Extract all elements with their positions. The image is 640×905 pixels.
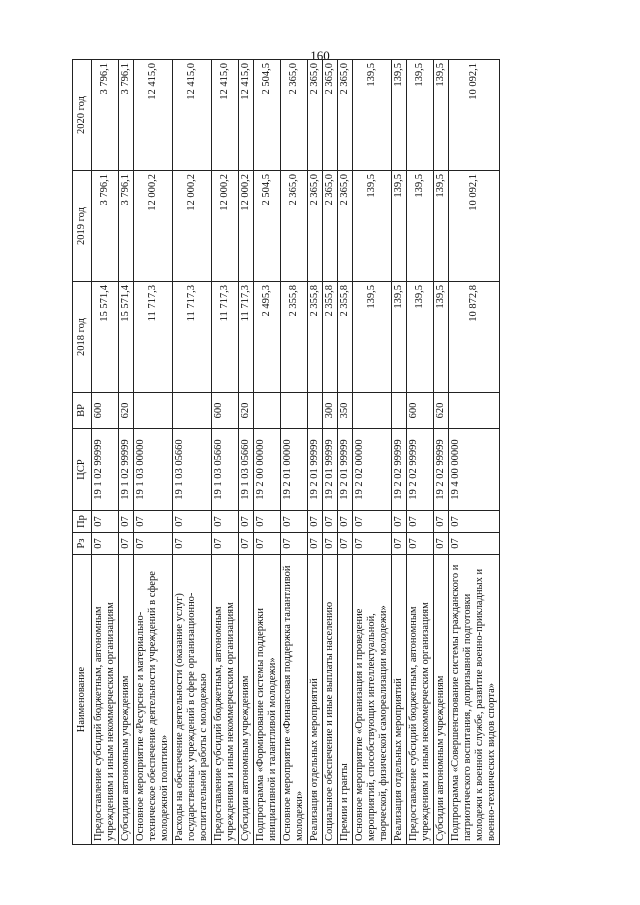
cell-vr: 350: [338, 393, 353, 429]
cell-csr: 19 1 03 05660: [173, 429, 212, 511]
cell-y2019: 139,5: [407, 171, 434, 282]
cell-rz: 07: [308, 533, 323, 555]
cell-y2020: 12 415,0: [134, 60, 173, 171]
cell-y2019: 139,5: [392, 171, 407, 282]
cell-rz: 07: [338, 533, 353, 555]
cell-vr: [308, 393, 323, 429]
cell-name: Социальное обеспечение и иные выплаты населению: [323, 555, 338, 845]
cell-vr: 600: [212, 393, 239, 429]
cell-name: Предоставление субсидий бюджетным, автономным учреждениям и иным некоммерческим организациям: [212, 555, 239, 845]
cell-y2018: 2 355,8: [323, 282, 338, 393]
cell-pr: 07: [134, 511, 173, 533]
cell-name: Реализация отдельных мероприятий: [308, 555, 323, 845]
cell-vr: 620: [119, 393, 134, 429]
table-body: [92, 60, 500, 845]
cell-y2020: 2 504,5: [254, 60, 281, 171]
header-2018: 2018 год: [73, 282, 92, 393]
cell-y2020: 2 365,0: [338, 60, 353, 171]
table-row: [338, 60, 353, 845]
table-row: [353, 60, 392, 845]
cell-y2020: 139,5: [353, 60, 392, 171]
cell-rz: 07: [407, 533, 434, 555]
cell-y2020: 139,5: [407, 60, 434, 171]
cell-vr: [392, 393, 407, 429]
cell-name: Реализация отдельных мероприятий: [392, 555, 407, 845]
cell-csr: 19 1 03 05660: [239, 429, 254, 511]
table-row: [254, 60, 281, 845]
cell-y2018: 139,5: [353, 282, 392, 393]
cell-y2018: 2 355,8: [281, 282, 308, 393]
cell-y2019: 12 000,2: [134, 171, 173, 282]
cell-vr: [449, 393, 500, 429]
header-rz: Рз: [73, 533, 92, 555]
table-row: [449, 60, 500, 845]
cell-y2020: 3 796,1: [92, 60, 119, 171]
cell-rz: 07: [239, 533, 254, 555]
table-row: [92, 60, 119, 845]
cell-pr: 07: [212, 511, 239, 533]
cell-y2020: 12 415,0: [239, 60, 254, 171]
budget-table: [72, 59, 500, 845]
cell-pr: 07: [119, 511, 134, 533]
cell-y2020: 12 415,0: [173, 60, 212, 171]
cell-csr: 19 4 00 00000: [449, 429, 500, 511]
cell-name: Расходы на обеспечение деятельности (оказание услуг) государственных учреждений в сфере организационно-воспитательной работы с молодежью: [173, 555, 212, 845]
cell-vr: 620: [239, 393, 254, 429]
cell-y2020: 10 092,1: [449, 60, 500, 171]
cell-name: Субсидии автономным учреждениям: [434, 555, 449, 845]
cell-y2019: 3 796,1: [119, 171, 134, 282]
cell-name: Предоставление субсидий бюджетным, автономным учреждениям и иным некоммерческим организациям: [92, 555, 119, 845]
cell-y2020: 139,5: [434, 60, 449, 171]
header-csr: ЦСР: [73, 429, 92, 511]
cell-y2018: 10 872,8: [449, 282, 500, 393]
table-row: [434, 60, 449, 845]
cell-rz: 07: [254, 533, 281, 555]
table-row: [308, 60, 323, 845]
table-row: [119, 60, 134, 845]
cell-pr: 07: [338, 511, 353, 533]
cell-csr: 19 1 02 99999: [119, 429, 134, 511]
cell-vr: 620: [434, 393, 449, 429]
cell-y2018: 2 355,8: [308, 282, 323, 393]
cell-y2018: 11 717,3: [134, 282, 173, 393]
cell-csr: 19 2 01 99999: [308, 429, 323, 511]
cell-pr: 07: [407, 511, 434, 533]
cell-vr: [173, 393, 212, 429]
cell-y2019: 2 365,0: [338, 171, 353, 282]
cell-y2019: 139,5: [434, 171, 449, 282]
cell-rz: 07: [92, 533, 119, 555]
cell-rz: 07: [281, 533, 308, 555]
cell-y2018: 139,5: [392, 282, 407, 393]
cell-y2018: 2 355,8: [338, 282, 353, 393]
cell-pr: 07: [449, 511, 500, 533]
cell-y2019: 10 092,1: [449, 171, 500, 282]
cell-name: Субсидии автономным учреждениям: [119, 555, 134, 845]
table-row: [323, 60, 338, 845]
cell-y2018: 11 717,3: [212, 282, 239, 393]
header-2019: 2019 год: [73, 171, 92, 282]
cell-name: Основное мероприятие «Финансовая поддержка талантливой молодежи»: [281, 555, 308, 845]
cell-y2018: 11 717,3: [239, 282, 254, 393]
rotated-table-container: [72, 60, 582, 845]
cell-y2018: 2 495,3: [254, 282, 281, 393]
cell-pr: 07: [92, 511, 119, 533]
cell-pr: 07: [239, 511, 254, 533]
cell-csr: 19 2 02 99999: [392, 429, 407, 511]
table-row: [407, 60, 434, 845]
cell-y2020: 12 415,0: [212, 60, 239, 171]
table-row: [392, 60, 407, 845]
cell-rz: 07: [173, 533, 212, 555]
cell-y2019: 139,5: [353, 171, 392, 282]
cell-y2019: 2 365,0: [281, 171, 308, 282]
cell-name: Подпрограмма «Совершенствование системы гражданского и патриотического воспитания, допризывной подготовки молодежи к военной службе, развитие военно-прикладных и военно-технических видов спорта»: [449, 555, 500, 845]
table-row: [212, 60, 239, 845]
cell-y2019: 2 365,0: [308, 171, 323, 282]
cell-csr: 19 2 02 99999: [407, 429, 434, 511]
cell-rz: 07: [353, 533, 392, 555]
cell-y2019: 3 796,1: [92, 171, 119, 282]
cell-y2019: 12 000,2: [212, 171, 239, 282]
cell-y2018: 139,5: [434, 282, 449, 393]
cell-rz: 07: [449, 533, 500, 555]
cell-y2019: 12 000,2: [173, 171, 212, 282]
cell-name: Премии и гранты: [338, 555, 353, 845]
cell-y2020: 2 365,0: [281, 60, 308, 171]
cell-pr: 07: [323, 511, 338, 533]
cell-vr: [281, 393, 308, 429]
cell-csr: 19 2 00 00000: [254, 429, 281, 511]
cell-vr: [254, 393, 281, 429]
cell-y2018: 15 571,4: [92, 282, 119, 393]
cell-csr: 19 2 02 99999: [434, 429, 449, 511]
cell-y2018: 11 717,3: [173, 282, 212, 393]
cell-pr: 07: [353, 511, 392, 533]
cell-csr: 19 1 02 99999: [92, 429, 119, 511]
cell-pr: 07: [392, 511, 407, 533]
cell-csr: 19 2 01 99999: [323, 429, 338, 511]
cell-name: Основное мероприятие «Организация и проведение мероприятий, способствующих интеллектуальной, творческой, физической самореализации молодежи»: [353, 555, 392, 845]
header-2020: 2020 год: [73, 60, 92, 171]
cell-csr: 19 1 03 05660: [212, 429, 239, 511]
cell-y2020: 139,5: [392, 60, 407, 171]
cell-rz: 07: [392, 533, 407, 555]
cell-rz: 07: [212, 533, 239, 555]
table-row: [281, 60, 308, 845]
cell-rz: 07: [119, 533, 134, 555]
cell-rz: 07: [434, 533, 449, 555]
cell-pr: 07: [173, 511, 212, 533]
cell-name: Субсидии автономным учреждениям: [239, 555, 254, 845]
header-pr: Пр: [73, 511, 92, 533]
cell-pr: 07: [434, 511, 449, 533]
cell-y2018: 139,5: [407, 282, 434, 393]
cell-csr: 19 1 03 00000: [134, 429, 173, 511]
cell-y2020: 2 365,0: [323, 60, 338, 171]
cell-vr: 600: [407, 393, 434, 429]
cell-name: Основное мероприятие «Ресурсное и материально-техническое обеспечение деятельности учреждений в сфере молодежной политики»: [134, 555, 173, 845]
table-header-row: [73, 60, 92, 845]
cell-y2018: 15 571,4: [119, 282, 134, 393]
table-row: [173, 60, 212, 845]
cell-y2019: 2 365,0: [323, 171, 338, 282]
cell-pr: 07: [281, 511, 308, 533]
cell-y2020: 2 365,0: [308, 60, 323, 171]
cell-name: Подпрограмма «Формирование системы поддержки инициативной и талантливой молодежи»: [254, 555, 281, 845]
page-number: 160: [310, 48, 330, 63]
table-row: [239, 60, 254, 845]
cell-rz: 07: [134, 533, 173, 555]
cell-y2019: 2 504,5: [254, 171, 281, 282]
cell-y2020: 3 796,1: [119, 60, 134, 171]
cell-vr: 600: [92, 393, 119, 429]
cell-csr: 19 2 01 99999: [338, 429, 353, 511]
cell-csr: 19 2 02 00000: [353, 429, 392, 511]
cell-vr: [353, 393, 392, 429]
cell-pr: 07: [254, 511, 281, 533]
cell-y2019: 12 000,2: [239, 171, 254, 282]
cell-pr: 07: [308, 511, 323, 533]
header-name: Наименование: [73, 555, 92, 845]
cell-name: Предоставление субсидий бюджетным, автономным учреждениям и иным некоммерческим организациям: [407, 555, 434, 845]
cell-csr: 19 2 01 00000: [281, 429, 308, 511]
cell-rz: 07: [323, 533, 338, 555]
header-vr: ВР: [73, 393, 92, 429]
table-row: [134, 60, 173, 845]
cell-vr: 300: [323, 393, 338, 429]
cell-vr: [134, 393, 173, 429]
